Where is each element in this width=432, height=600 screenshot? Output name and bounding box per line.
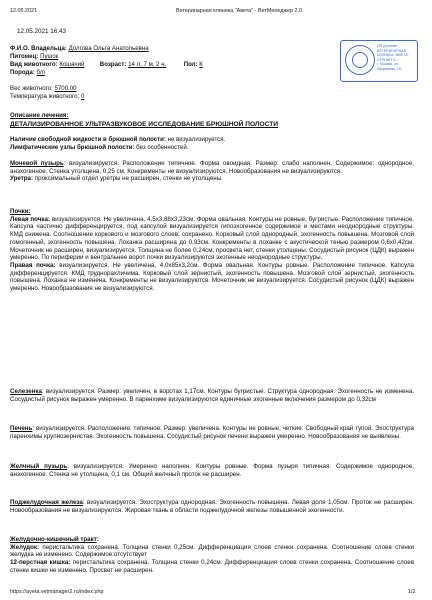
- stomach-text: перистальтика сохранена. Толщина стенки 0,25см. Дифференциация слоев стенки сохранена. Соотношение слоев стенки желудка не изменено. Содержимое:отсутствует: [10, 543, 414, 559]
- liver-label: Печень: [10, 425, 33, 432]
- section-gallbladder: [10, 463, 414, 478]
- lymph-row: [10, 144, 188, 152]
- study-title: ДЕТАЛИЗИРОВАННОЕ УЛЬТРАЗВУКОВОЕ ИССЛЕДОВАНИЕ БРЮШНОЙ ПОЛОСТИ: [10, 121, 279, 128]
- pancreas-text: : визуализируется. Эхоструктура однородная. Эхогенность повышена. Левая доля 1,05см. Проток не расширен. Новообразования не визуализируются. Жировая ткань в области поджелудочной железы повышенной эхогенности.: [10, 499, 414, 514]
- bladder-text: : визуализируется. Расположение типичное. Форма овоидная. Размер: слабо наполнен. Содержимое: однородное, анэхогенное. Стенка утолщена, 0,25 см. Конкременты не визуализируются. Новообразования не визуализируются.: [10, 160, 414, 175]
- pet-row: [10, 53, 58, 61]
- age-value: 14 л, 7 м, 2 н.: [128, 61, 167, 68]
- breed-label: Порода:: [10, 69, 35, 76]
- bladder-label: Мочевой пузырь: [10, 160, 64, 167]
- footer-page-number: 1/2: [408, 589, 416, 595]
- liver-text: : визуализируется. Расположение: типичное. Размер: увеличена. Контуры не ровные, четкие. Свободный край тупой. Эхоструктура паренхимы крупнозернистая. Эхогенность повышена. Сосудистый рисунок печени выражен умеренно. Новообразования не выявлены.: [10, 425, 414, 440]
- free-fluid-label: Наличие свободной жидкости в брюшной полости:: [10, 136, 166, 143]
- stamp-line: Ярцевская, 19: [377, 66, 401, 71]
- temperature-label: Температура животного:: [10, 93, 80, 100]
- spleen-text: : визуализируется. Размер: увеличен, в воротах 1,17см. Контуры бугристые. Структура однородная. Эхогенность не изменена. Сосудистый рисунок выражен умеренно. В паренхиме визуализируются единичные эхогенные включения размером до 0,32см: [10, 388, 414, 403]
- temperature-row: [10, 93, 84, 101]
- right-kidney-label: Правая почка:: [10, 261, 56, 269]
- owner-row: [10, 45, 149, 53]
- weight-value: 5700.00: [54, 85, 77, 92]
- owner-label: Ф.И.О. Владельца:: [10, 45, 67, 52]
- left-kidney-label: Левая почка:: [10, 215, 50, 223]
- sex-label: Пол:: [183, 61, 198, 68]
- clinic-stamp: [340, 40, 418, 82]
- lymph-label: Лимфатические узлы брюшной полости:: [10, 144, 135, 151]
- spleen-label: Селезенка: [10, 388, 42, 395]
- section-spleen: [10, 388, 414, 403]
- footer-url[interactable]: https://aveta.vetmanager2.ru/index.php: [10, 589, 104, 595]
- left-kidney-text: визуализируется. Не увеличена, 4,5х3,88х3,23см. Форма овальная. Контуры не ровные, бугристые. Расположение типичное. Капсула частично дифференцируется, под капсулой визуализируется гипоэхогенное содержимое и местами неоднородные структуры. КМД снижена. Соотношение коркового и мозгового слоев: сохранено. Корковый слой однородный, эхогенность повышена. Мозговой слой гомогенный, эхогенность повышена. Лоханка расширена до 0,93см. Конкременты в лоханке с акустической тенью размером 0,6х0,42см. Мочеточник не расширен, визуализируется. Толщина не более 0,24см, просвета нет, стенки утолщены. Сосудистый рисунок (ЦДК) выражен умеренно. По периферии и вентральнее ворот почки визуализируются эхогенные неоднородные структуры.: [10, 215, 414, 262]
- free-fluid-row: [10, 136, 225, 144]
- description-heading: Описание лечения:: [10, 112, 69, 119]
- print-title: Ветеринарная клиника "Авета" - ВетМенеджер 2.0: [176, 8, 302, 14]
- lymph-value: без особенностей.: [134, 144, 189, 151]
- stamp-line: ОГРНИП 3...: [377, 57, 398, 62]
- stamp-line: г. Москва, ул.: [377, 62, 399, 67]
- sex-value: К: [199, 61, 203, 68]
- pancreas-label: Поджелудочная железа: [10, 499, 83, 506]
- print-date: 12.05.2021: [10, 8, 37, 14]
- gallbladder-text: : визуализируется. Умеренно наполнен. Контуры ровные. Форма пузыря типичная. Содержимое однородное, анэхогенное. Стенка не утолщена, 0,1 см. Общий желчный проток не расширен.: [10, 463, 414, 478]
- section-gi: [10, 536, 414, 575]
- breed-value: б/п: [36, 69, 45, 76]
- stamp-line: ВЕТЕРИНАРНАЯ: [377, 48, 407, 53]
- weight-label: Вес животного:: [10, 85, 53, 92]
- gallbladder-label: Желчный пузырь: [10, 463, 68, 470]
- pet-label: Питомец:: [10, 53, 39, 60]
- animal-row: [10, 61, 203, 69]
- section-kidneys: [10, 208, 414, 293]
- stamp-line: ИП Долгова: [377, 44, 397, 48]
- stamp-text: [377, 44, 415, 72]
- owner-value: Долгова Ольга Анатольевна: [68, 45, 149, 52]
- document-datetime: 12.05.2021 16:43: [17, 28, 67, 35]
- species-value: Кошачий: [59, 61, 85, 68]
- stamp-seal-icon: [345, 45, 375, 75]
- right-kidney-text: визуализируется. Не увеличена, 4,0х85х3,2см. Форма овальная. Контуры ровные. Расположение типичное. Капсула дифференцируется. КМД труднорахличима. Корковый слой зернистый, эхогенность повышена. Мозговой слой зернистый, эхогенность повышена. Лоханка не изменена. Конкременты не визуализируются. Мочеточник не визуализируется. Сосудистый рисунок (ЦДК) выражен умеренно. Новообразования не визуализируются.: [10, 261, 415, 293]
- age-label: Возраст:: [99, 61, 127, 68]
- free-fluid-value: не визуализируется.: [165, 136, 226, 143]
- stomach-label: Желудок:: [10, 543, 40, 551]
- duodenum-text: перистальтика сохранена. Толщина стенки 0,24см. Дифференциация слоев стенки сохранена. Соотношение слоев стенки кишки не изменено. Просвет не расширен.: [10, 559, 414, 574]
- gi-label: Желудочно-кишечный тракт: [10, 536, 97, 543]
- species-label: Вид животного:: [10, 61, 58, 68]
- weight-row: [10, 85, 77, 93]
- section-pancreas: [10, 499, 414, 514]
- duodenum-label: 12-перстная кишка:: [10, 559, 71, 567]
- pet-value: Пушок: [40, 53, 59, 60]
- kidneys-label: Почки:: [10, 208, 31, 215]
- section-bladder: [10, 160, 414, 183]
- urethra-label: Уретра:: [10, 175, 34, 183]
- stamp-line: КЛИНИКА "АВЕТА": [377, 53, 409, 58]
- gi-colon: :: [96, 536, 99, 543]
- breed-row: [10, 69, 45, 77]
- section-liver: [10, 425, 414, 440]
- urethra-text: проксимальный отдел уретры не расширен, стенки не утолщены.: [33, 175, 223, 183]
- temperature-value: 0: [80, 93, 85, 100]
